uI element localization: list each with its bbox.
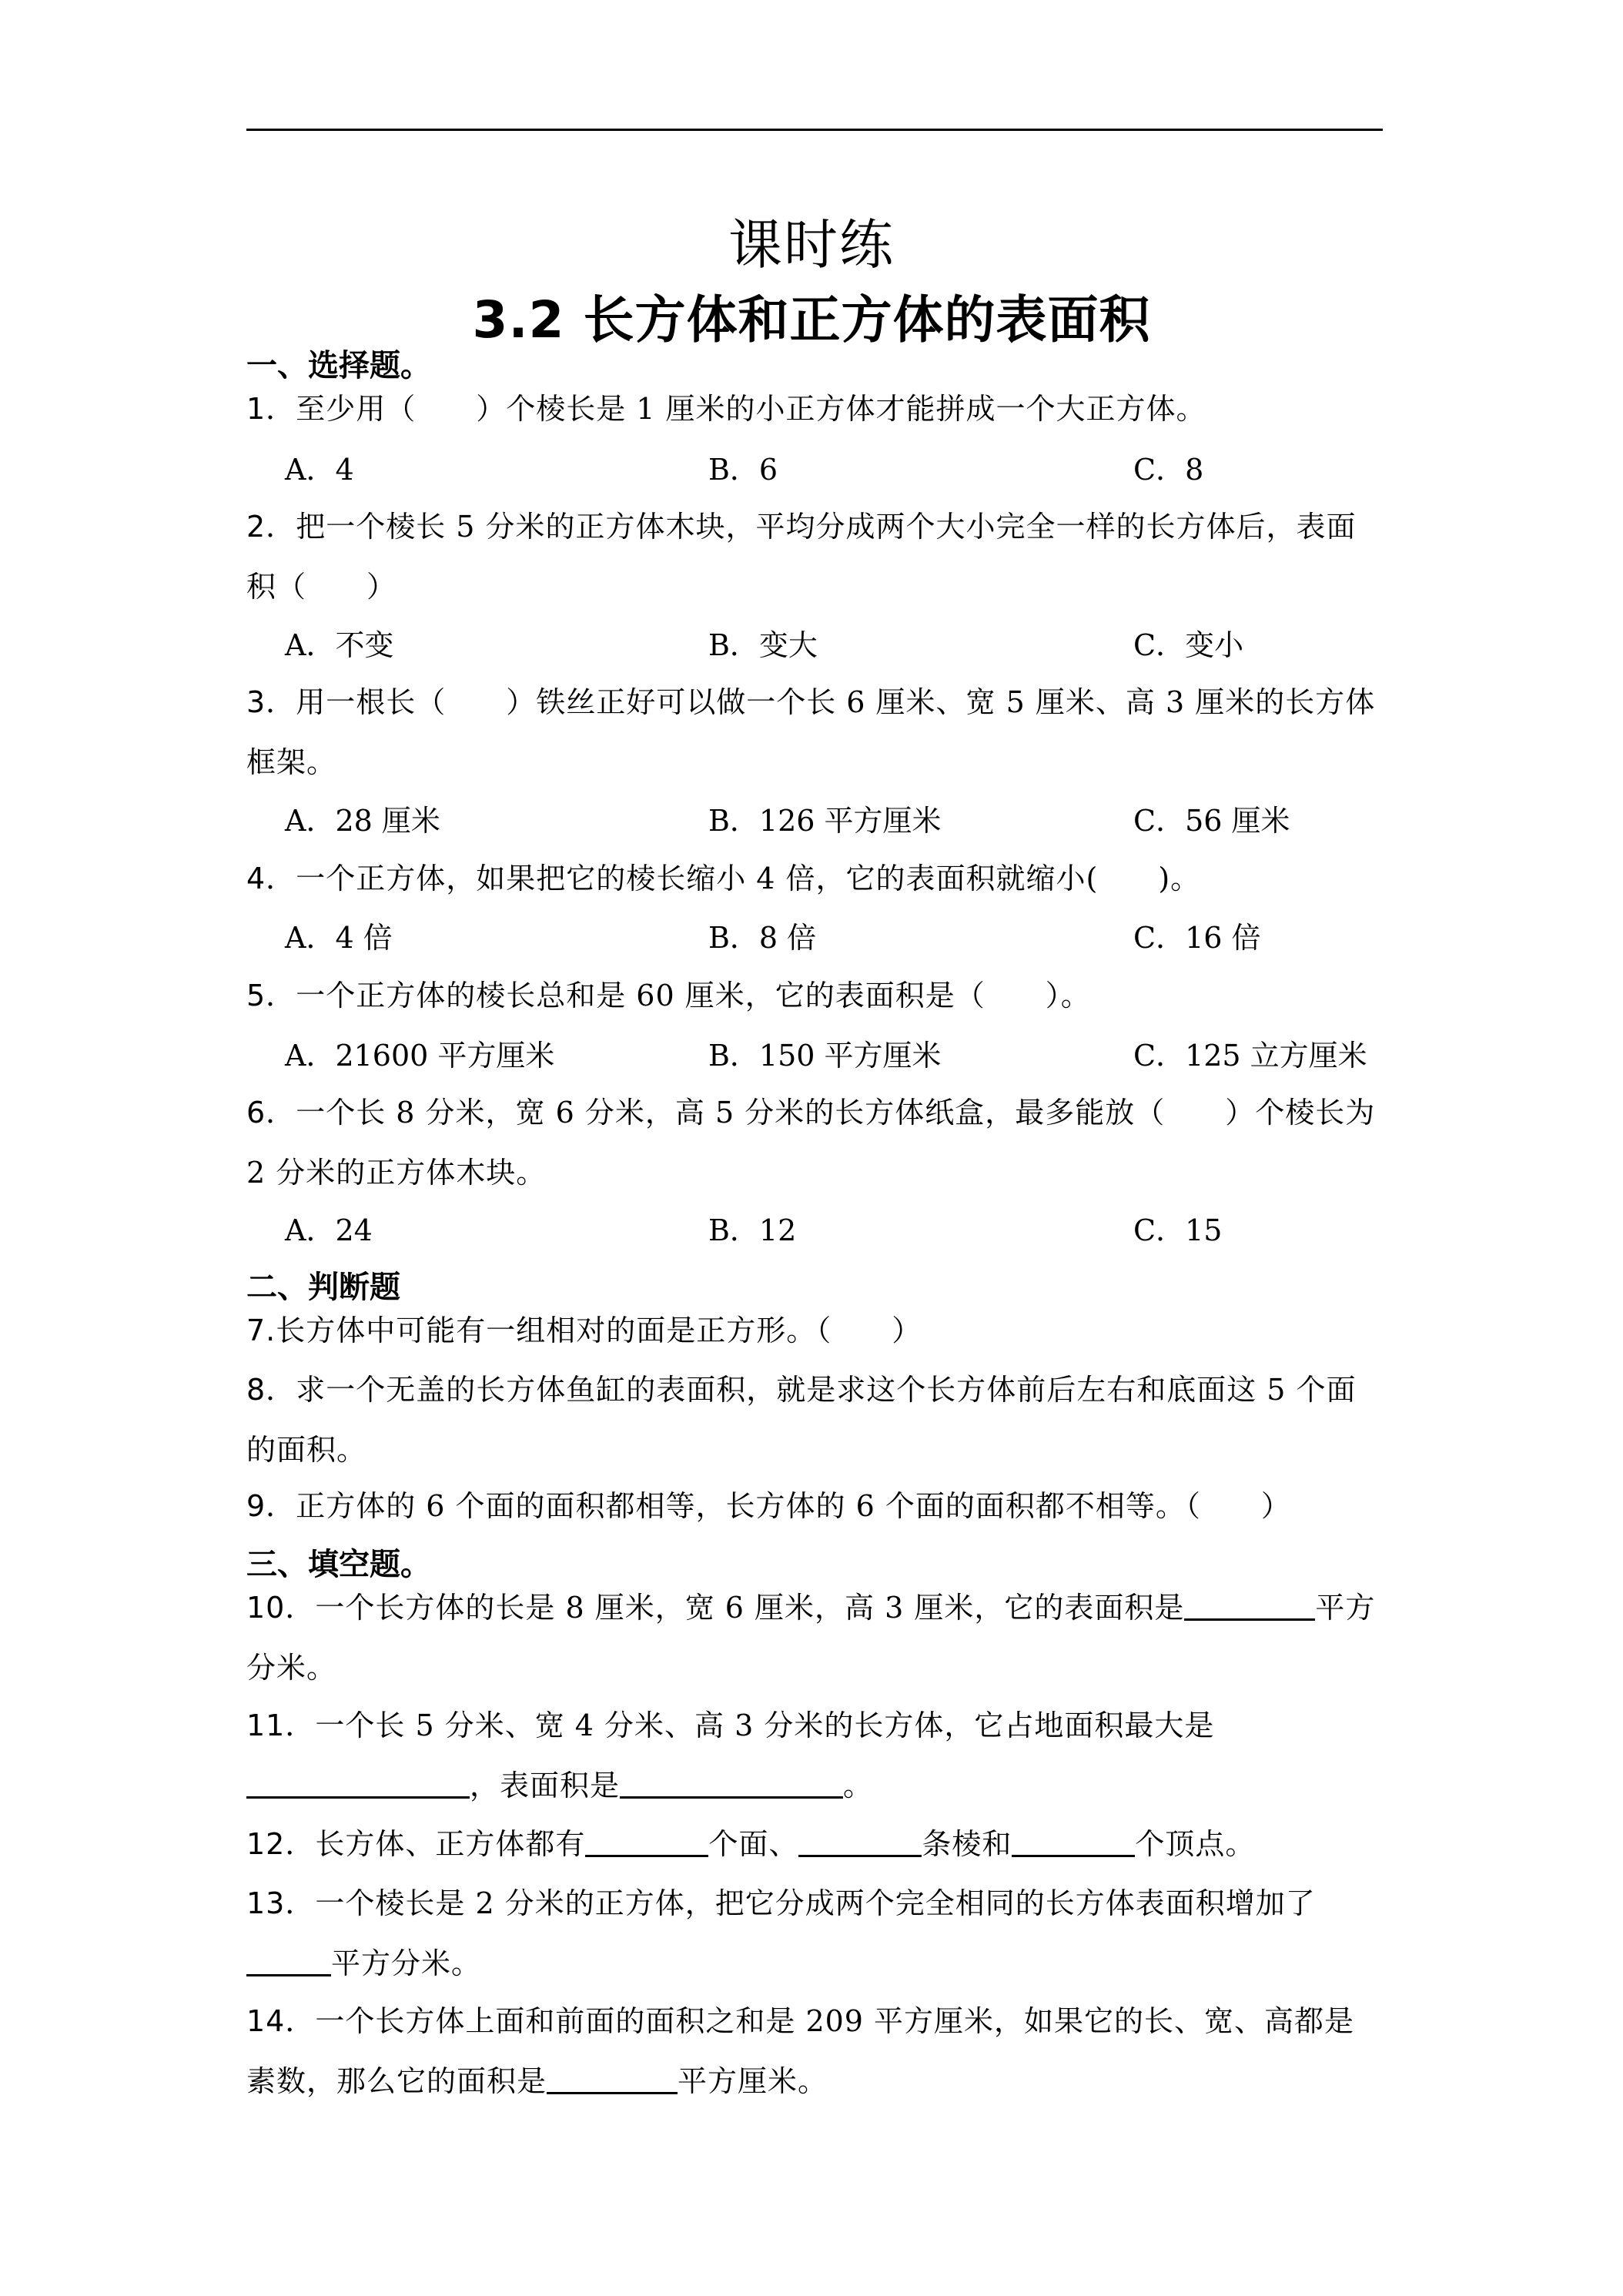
answer-blank[interactable]	[1012, 1824, 1135, 1857]
answer-blank[interactable]	[246, 1943, 331, 1976]
question-number: 14．	[246, 2004, 316, 2038]
question-1	[246, 379, 1383, 439]
question-13	[246, 1873, 1383, 1993]
question-text: 长方体、正方体都有	[315, 1827, 586, 1861]
question-text: 一个长 5 分米、宽 4 分米、高 3 分米的长方体，它占地面积最大是	[315, 1709, 1215, 1742]
question-number: 10．	[246, 1591, 316, 1625]
question-text: 至少用（ ）个棱长是 1 厘米的小正方体才能拼成一个大正方体。	[296, 392, 1206, 426]
question-text-tail: 平方分米。	[246, 1591, 1376, 1685]
question-text: 把一个棱长 5 分米的正方体木块，平均分成两个大小完全一样的长方体后，表面积（ ）	[246, 510, 1357, 604]
option-c: C．变小	[1133, 628, 1244, 662]
option-b: B．12	[708, 1213, 797, 1247]
option-c: C．15	[1133, 1213, 1223, 1247]
question-11	[246, 1695, 1383, 1816]
option-a: A．24	[285, 1213, 373, 1247]
option-b: B．8 倍	[708, 921, 817, 955]
question-text-tail: 。	[843, 1769, 874, 1802]
question-number: 13．	[246, 1886, 316, 1920]
question-7	[246, 1300, 1383, 1361]
lesson-title: 3.2 长方体和正方体的表面积	[472, 290, 1151, 350]
options-6	[285, 1210, 1383, 1250]
question-3	[246, 672, 1383, 792]
question-text-tail: 平方分米。	[331, 1946, 482, 1980]
option-a: A．4 倍	[285, 921, 393, 955]
question-text-mid: 个面、	[708, 1827, 799, 1861]
answer-blank[interactable]	[547, 2061, 678, 2094]
header-rule	[246, 129, 1383, 131]
question-text: 一个棱长是 2 分米的正方体，把它分成两个完全相同的长方体表面积增加了	[315, 1886, 1316, 1920]
question-text: 用一根长（ ）铁丝正好可以做一个长 6 厘米、宽 5 厘米、高 3 厘米的长方体框架。	[246, 685, 1376, 779]
question-text-tail: 平方厘米。	[678, 2064, 828, 2098]
question-number: 7.	[246, 1314, 276, 1347]
question-number: 12．	[246, 1827, 316, 1861]
question-number: 4．	[246, 862, 296, 895]
option-a: A．21600 平方厘米	[285, 1039, 555, 1073]
worksheet-title: 课时练	[728, 213, 895, 276]
question-text-mid: ，表面积是	[470, 1769, 621, 1802]
options-4	[285, 918, 1383, 958]
option-a: A．28 厘米	[285, 804, 440, 838]
options-1	[285, 450, 1383, 490]
question-text: 一个长 8 分米，宽 6 分米，高 5 分米的长方体纸盒，最多能放（ ）个棱长为 2 分米的正方体木块。	[246, 1096, 1376, 1190]
section-choice-heading: 一、选择题。	[246, 348, 431, 383]
answer-blank[interactable]	[1184, 1588, 1315, 1621]
answer-blank[interactable]	[585, 1824, 708, 1857]
option-a: A．不变	[285, 628, 394, 662]
option-a: A．4	[285, 453, 354, 487]
question-8	[246, 1360, 1383, 1480]
question-text: 长方体中可能有一组相对的面是正方形。（ ）	[276, 1314, 922, 1347]
question-2	[246, 497, 1383, 617]
question-5	[246, 966, 1383, 1026]
options-5	[285, 1036, 1383, 1076]
options-3	[285, 801, 1383, 841]
option-b: B．变大	[708, 628, 818, 662]
option-b: B．150 平方厘米	[708, 1039, 942, 1073]
section-fill-heading: 三、填空题。	[246, 1547, 431, 1582]
question-text: 正方体的 6 个面的面积都相等，长方体的 6 个面的面积都不相等。（ ）	[296, 1489, 1291, 1523]
question-number: 8．	[246, 1373, 296, 1407]
question-14	[246, 1991, 1383, 2111]
section-judge-heading: 二、判断题	[246, 1270, 400, 1305]
option-c: C．56 厘米	[1133, 804, 1290, 838]
question-9	[246, 1476, 1383, 1536]
question-number: 2．	[246, 510, 296, 544]
question-number: 3．	[246, 685, 296, 719]
question-6	[246, 1083, 1383, 1203]
question-4	[246, 848, 1383, 909]
question-text: 一个正方体，如果把它的棱长缩小 4 倍，它的表面积就缩小( )。	[296, 862, 1201, 895]
option-b: B．126 平方厘米	[708, 804, 942, 838]
question-text-tail: 个顶点。	[1135, 1827, 1256, 1861]
question-text: 一个长方体的长是 8 厘米，宽 6 厘米，高 3 厘米，它的表面积是	[315, 1591, 1185, 1625]
question-number: 1．	[246, 392, 296, 426]
question-10	[246, 1578, 1383, 1698]
option-c: C．16 倍	[1133, 921, 1261, 955]
question-number: 9．	[246, 1489, 296, 1523]
question-text-mid: 条棱和	[922, 1827, 1012, 1861]
question-text: 一个长方体上面和前面的面积之和是 209 平方厘米，如果它的长、宽、高都是素数，那么它的面积是	[246, 2004, 1355, 2098]
question-text: 求一个无盖的长方体鱼缸的表面积，就是求这个长方体前后左右和底面这 5 个面的面积。	[246, 1373, 1357, 1467]
question-text: 一个正方体的棱长总和是 60 厘米，它的表面积是（ ）。	[296, 979, 1091, 1012]
option-b: B．6	[708, 453, 778, 487]
option-c: C．8	[1133, 453, 1204, 487]
answer-blank[interactable]	[620, 1766, 843, 1799]
option-c: C．125 立方厘米	[1133, 1039, 1367, 1073]
question-number: 5．	[246, 979, 296, 1012]
answer-blank[interactable]	[798, 1824, 922, 1857]
question-number: 11．	[246, 1709, 316, 1742]
answer-blank[interactable]	[246, 1766, 470, 1799]
options-2	[285, 625, 1383, 665]
question-number: 6．	[246, 1096, 296, 1130]
question-12	[246, 1814, 1383, 1874]
